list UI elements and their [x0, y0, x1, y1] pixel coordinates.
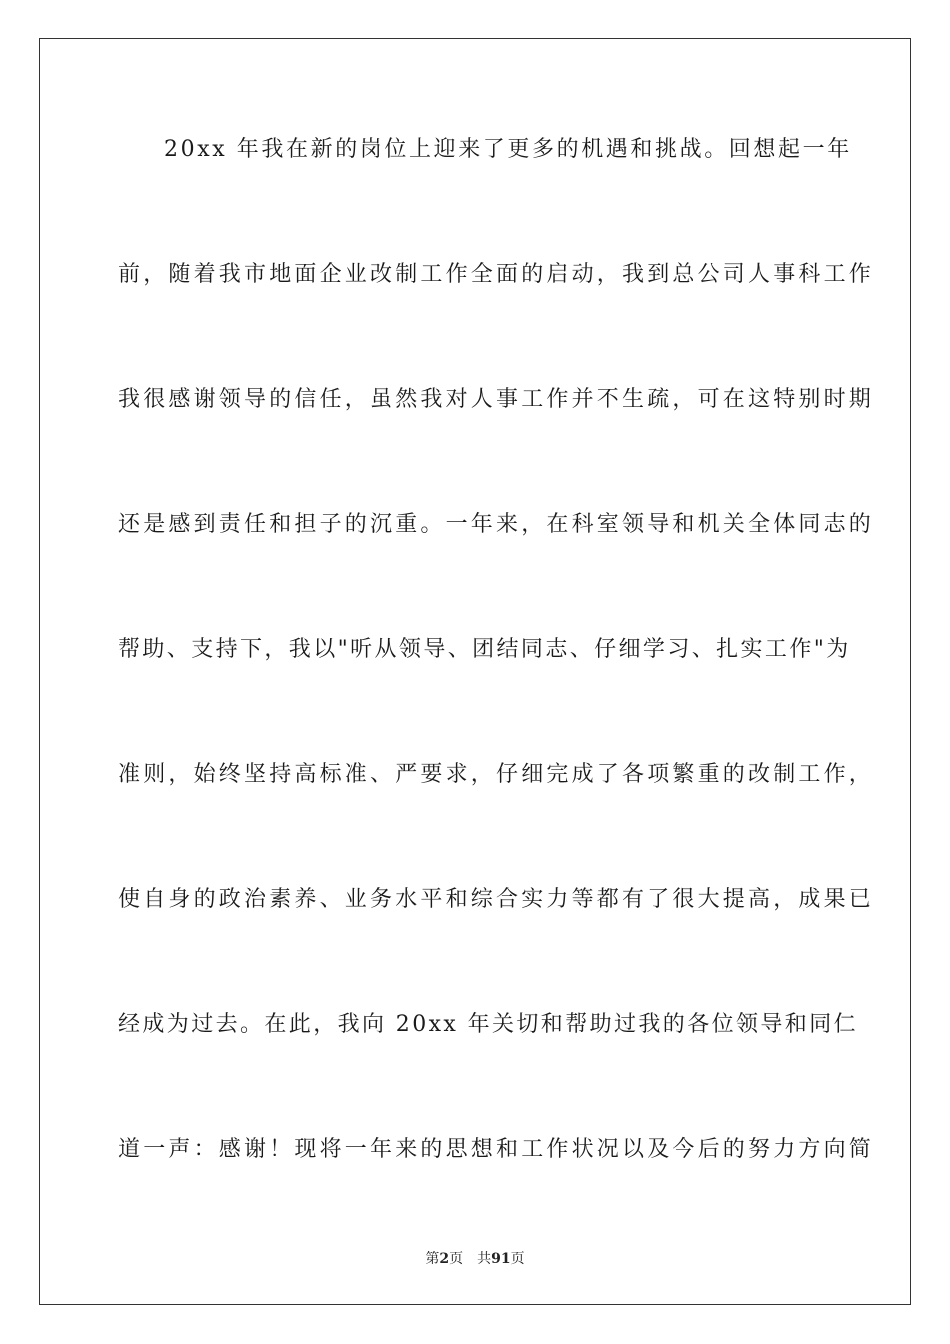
text-line-1: 20xx 年我在新的岗位上迎来了更多的机遇和挑战。回想起一年	[164, 137, 852, 162]
total-suffix: 页	[510, 1251, 525, 1267]
total-pages-number: 91	[491, 1251, 511, 1267]
text-line-8: 经成为过去。在此，我向 20xx 年关切和帮助过我的各位领导和同仁	[118, 1012, 858, 1037]
text-line-3: 我很感谢领导的信任，虽然我对人事工作并不生疏，可在这特别时期	[118, 387, 875, 412]
text-line-9: 道一声：感谢！现将一年来的思想和工作状况以及今后的努力方向简	[118, 1137, 875, 1162]
text-line-4: 还是感到责任和担子的沉重。一年来，在科室领导和机关全体同志的	[118, 512, 875, 537]
document-body	[118, 120, 875, 1245]
page-suffix: 页	[449, 1251, 464, 1267]
page-prefix: 第	[425, 1251, 440, 1267]
text-line-5: 帮助、支持下，我以"听从领导、团结同志、仔细学习、扎实工作"为	[118, 637, 851, 662]
text-line-6: 准则，始终坚持高标准、严要求，仔细完成了各项繁重的改制工作，	[118, 762, 875, 787]
total-prefix: 共	[477, 1251, 492, 1267]
text-line-2: 前，随着我市地面企业改制工作全面的启动，我到总公司人事科工作	[118, 262, 875, 287]
page-footer	[0, 1248, 950, 1268]
current-page-number: 2	[439, 1251, 450, 1267]
text-line-7: 使自身的政治素养、业务水平和综合实力等都有了很大提高，成果已	[118, 887, 875, 912]
